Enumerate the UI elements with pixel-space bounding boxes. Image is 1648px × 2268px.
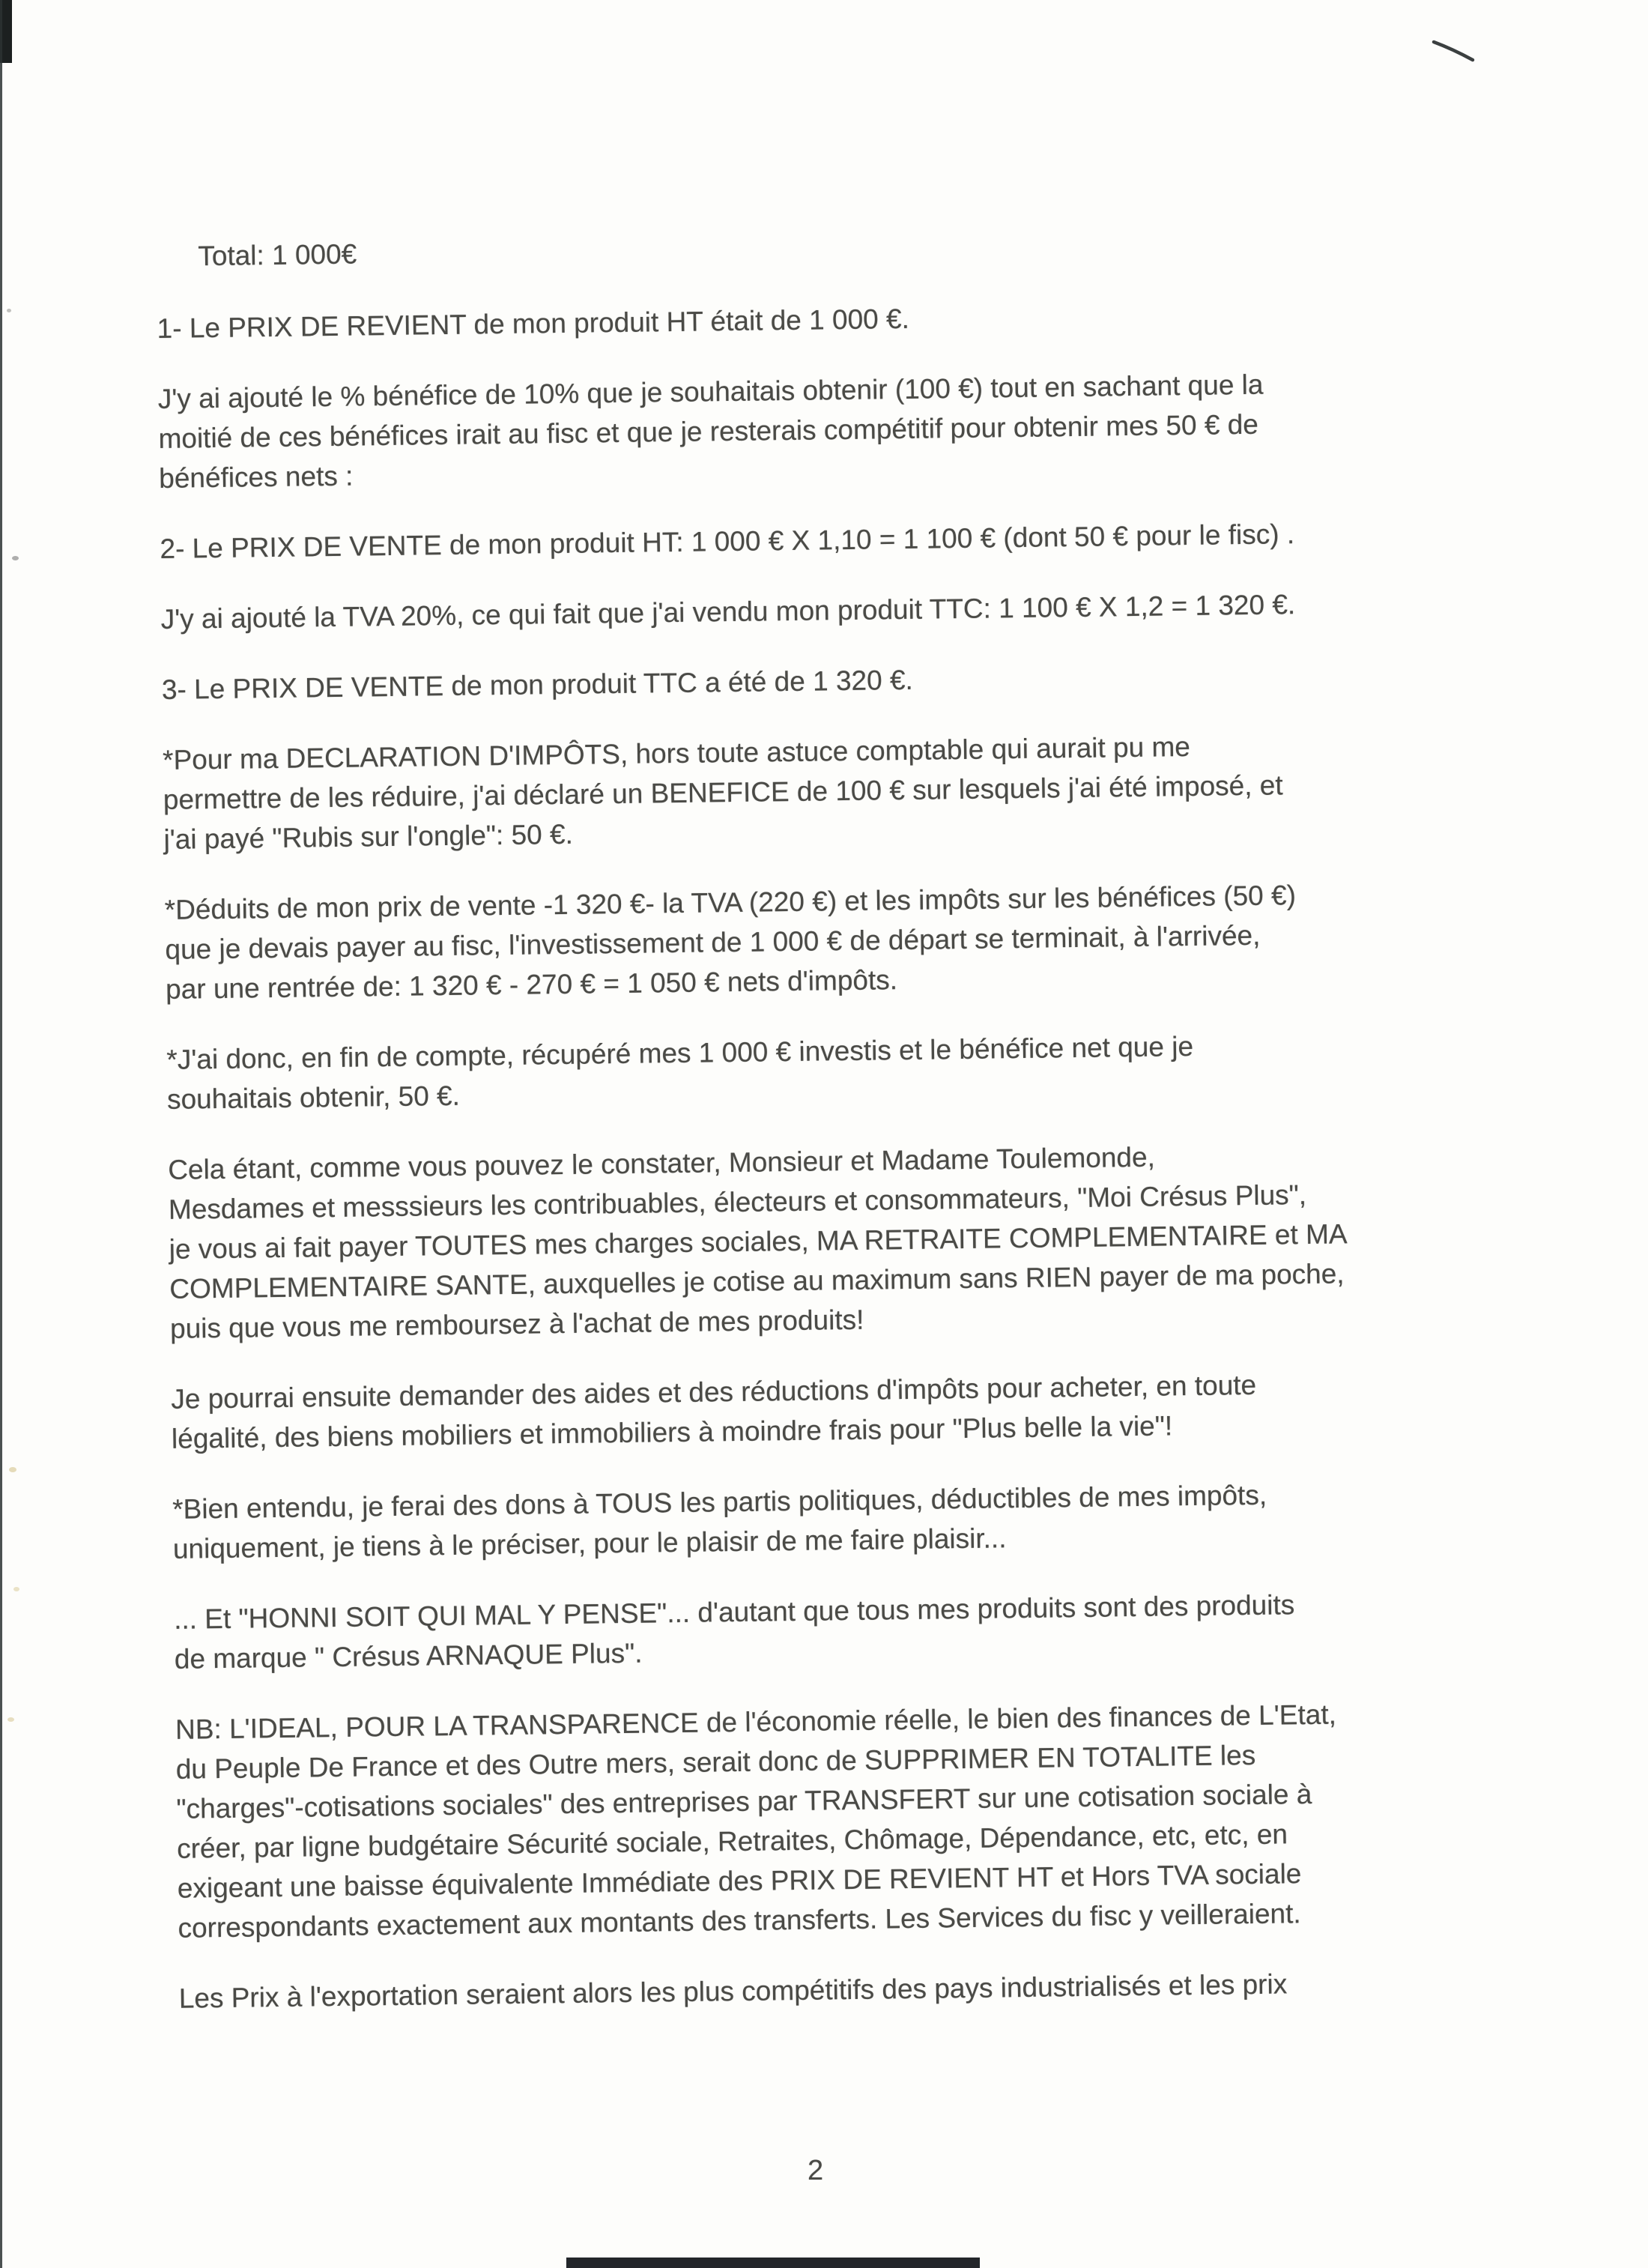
- text-line: *J'ai donc, en fin de compte, récupéré mes 1 000 € investis et le bénéfice net que je: [166, 1030, 1194, 1075]
- text-line: Mesdames et messsieurs les contribuables, électeurs et consommateurs, "Moi Crésus Plus",: [168, 1179, 1307, 1225]
- scan-artifact-edge-line: [0, 0, 2, 2268]
- text-line: NB: L'IDEAL, POUR LA TRANSPARENCE de l'économie réelle, le bien des finances de L'Etat,: [175, 1699, 1337, 1745]
- pen-stroke-mark: [1429, 33, 1483, 69]
- text-line: permettre de les réduire, j'ai déclaré un BENEFICE de 100 € sur lesquels j'ai été imposé, et: [163, 769, 1283, 815]
- text-line: uniquement, je tiens à le préciser, pour le plaisir de me faire plaisir...: [172, 1522, 1007, 1564]
- page-number: 2: [808, 2155, 824, 2186]
- text-line: 1- Le PRIX DE REVIENT de mon produit HT était de 1 000 €.: [157, 303, 910, 344]
- text-line: 3- Le PRIX DE VENTE de mon produit TTC a été de 1 320 €.: [161, 664, 914, 705]
- text-line: bénéfices nets :: [158, 460, 354, 494]
- total-line: Total: 1 000€: [198, 238, 357, 272]
- text-line: j'ai payé "Rubis sur l'ongle": 50 €.: [163, 818, 574, 855]
- text-line: de marque " Crésus ARNAQUE Plus".: [174, 1637, 643, 1675]
- scan-speck: [7, 309, 11, 312]
- paragraph: [171, 1361, 1512, 1458]
- scan-speck: [9, 1467, 16, 1472]
- paragraph: [166, 1022, 1508, 1119]
- scan-speck: [12, 556, 19, 560]
- paragraph: [162, 653, 1503, 710]
- scan-speck: [7, 1717, 14, 1722]
- document-text-block: [156, 220, 1521, 2049]
- text-line: puis que vous me remboursez à l'achat de mes produits!: [169, 1304, 864, 1344]
- text-line: Cela étant, comme vous pouvez le constater, Monsieur et Madame Toulemonde,: [168, 1141, 1156, 1185]
- text-line: J'y ai ajouté la TVA 20%, ce qui fait que j'ai vendu mon produit TTC: 1 100 € X 1,2 = 1 320 €.: [160, 589, 1296, 635]
- text-line: ... Et "HONNI SOIT QUI MAL Y PENSE"... d'autant que tous mes produits sont des produits: [173, 1589, 1295, 1635]
- text-line: moitié de ces bénéfices irait au fisc et que je resterais compétitif pour obtenir mes 50 € de: [158, 408, 1259, 454]
- paragraph: [178, 1961, 1520, 2018]
- text-line: créer, par ligne budgétaire Sécurité sociale, Retraites, Chômage, Dépendance, etc, etc, en: [176, 1818, 1288, 1864]
- paragraph: [175, 1692, 1519, 1947]
- text-line: souhaitais obtenir, 50 €.: [166, 1080, 461, 1115]
- paragraph: [157, 362, 1500, 498]
- text-line: J'y ai ajouté le % bénéfice de 10% que je souhaitais obtenir (100 €) tout en sachant que la: [157, 369, 1264, 414]
- text-line: légalité, des biens mobiliers et immobiliers à moindre frais pour "Plus belle la vie"!: [171, 1410, 1173, 1454]
- paragraph: [163, 723, 1505, 859]
- scan-speck: [13, 1587, 19, 1591]
- text-line: *Pour ma DECLARATION D'IMPÔTS, hors toute astuce comptable qui aurait pu me: [162, 731, 1191, 775]
- text-line: par une rentrée de: 1 320 € - 270 € = 1 050 € nets d'impôts.: [165, 964, 898, 1005]
- text-line: je vous ai fait payer TOUTES mes charges sociales, MA RETRAITE COMPLEMENTAIRE et MA: [169, 1218, 1348, 1265]
- text-line: Je pourrai ensuite demander des aides et des réductions d'impôts pour acheter, en toute: [171, 1369, 1257, 1415]
- paragraph: [157, 291, 1498, 348]
- text-line: Les Prix à l'exportation seraient alors les plus compétitifs des pays industrialisés et les prix: [178, 1968, 1288, 2014]
- text-line: COMPLEMENTAIRE SANTE, auxquelles je cotise au maximum sans RIEN payer de ma poche,: [169, 1258, 1345, 1304]
- text-line: que je devais payer au fisc, l'investissement de 1 000 € de départ se terminait, à l'arrivée,: [165, 919, 1261, 965]
- text-line: du Peuple De France et des Outre mers, serait donc de SUPPRIMER EN TOTALITE les: [175, 1739, 1256, 1785]
- text-line: *Déduits de mon prix de vente -1 320 €- la TVA (220 €) et les impôts sur les bénéfices (50 €): [164, 880, 1297, 925]
- paragraph: [164, 872, 1506, 1008]
- paragraph: [174, 1582, 1515, 1678]
- paragraph: [160, 512, 1501, 569]
- document-paragraphs: [157, 291, 1520, 2018]
- paragraph: [168, 1132, 1511, 1348]
- text-line: *Bien entendu, je ferai des dons à TOUS les partis politiques, déductibles de mes impôts,: [172, 1479, 1267, 1525]
- text-line: correspondants exactement aux montants des transferts. Les Services du fisc y veilleraient.: [178, 1898, 1301, 1944]
- text-line: "charges"-cotisations sociales" des entreprises par TRANSFERT sur une cotisation sociale à: [176, 1778, 1312, 1824]
- paragraph: [160, 582, 1502, 639]
- paragraph: [172, 1472, 1514, 1568]
- scan-artifact-bottom-strip: [566, 2258, 980, 2268]
- text-line: exigeant une baisse équivalente Immédiate des PRIX DE REVIENT HT et Hors TVA sociale: [177, 1858, 1302, 1904]
- text-line: 2- Le PRIX DE VENTE de mon produit HT: 1 000 € X 1,10 = 1 100 € (dont 50 € pour le fisc) .: [160, 518, 1295, 564]
